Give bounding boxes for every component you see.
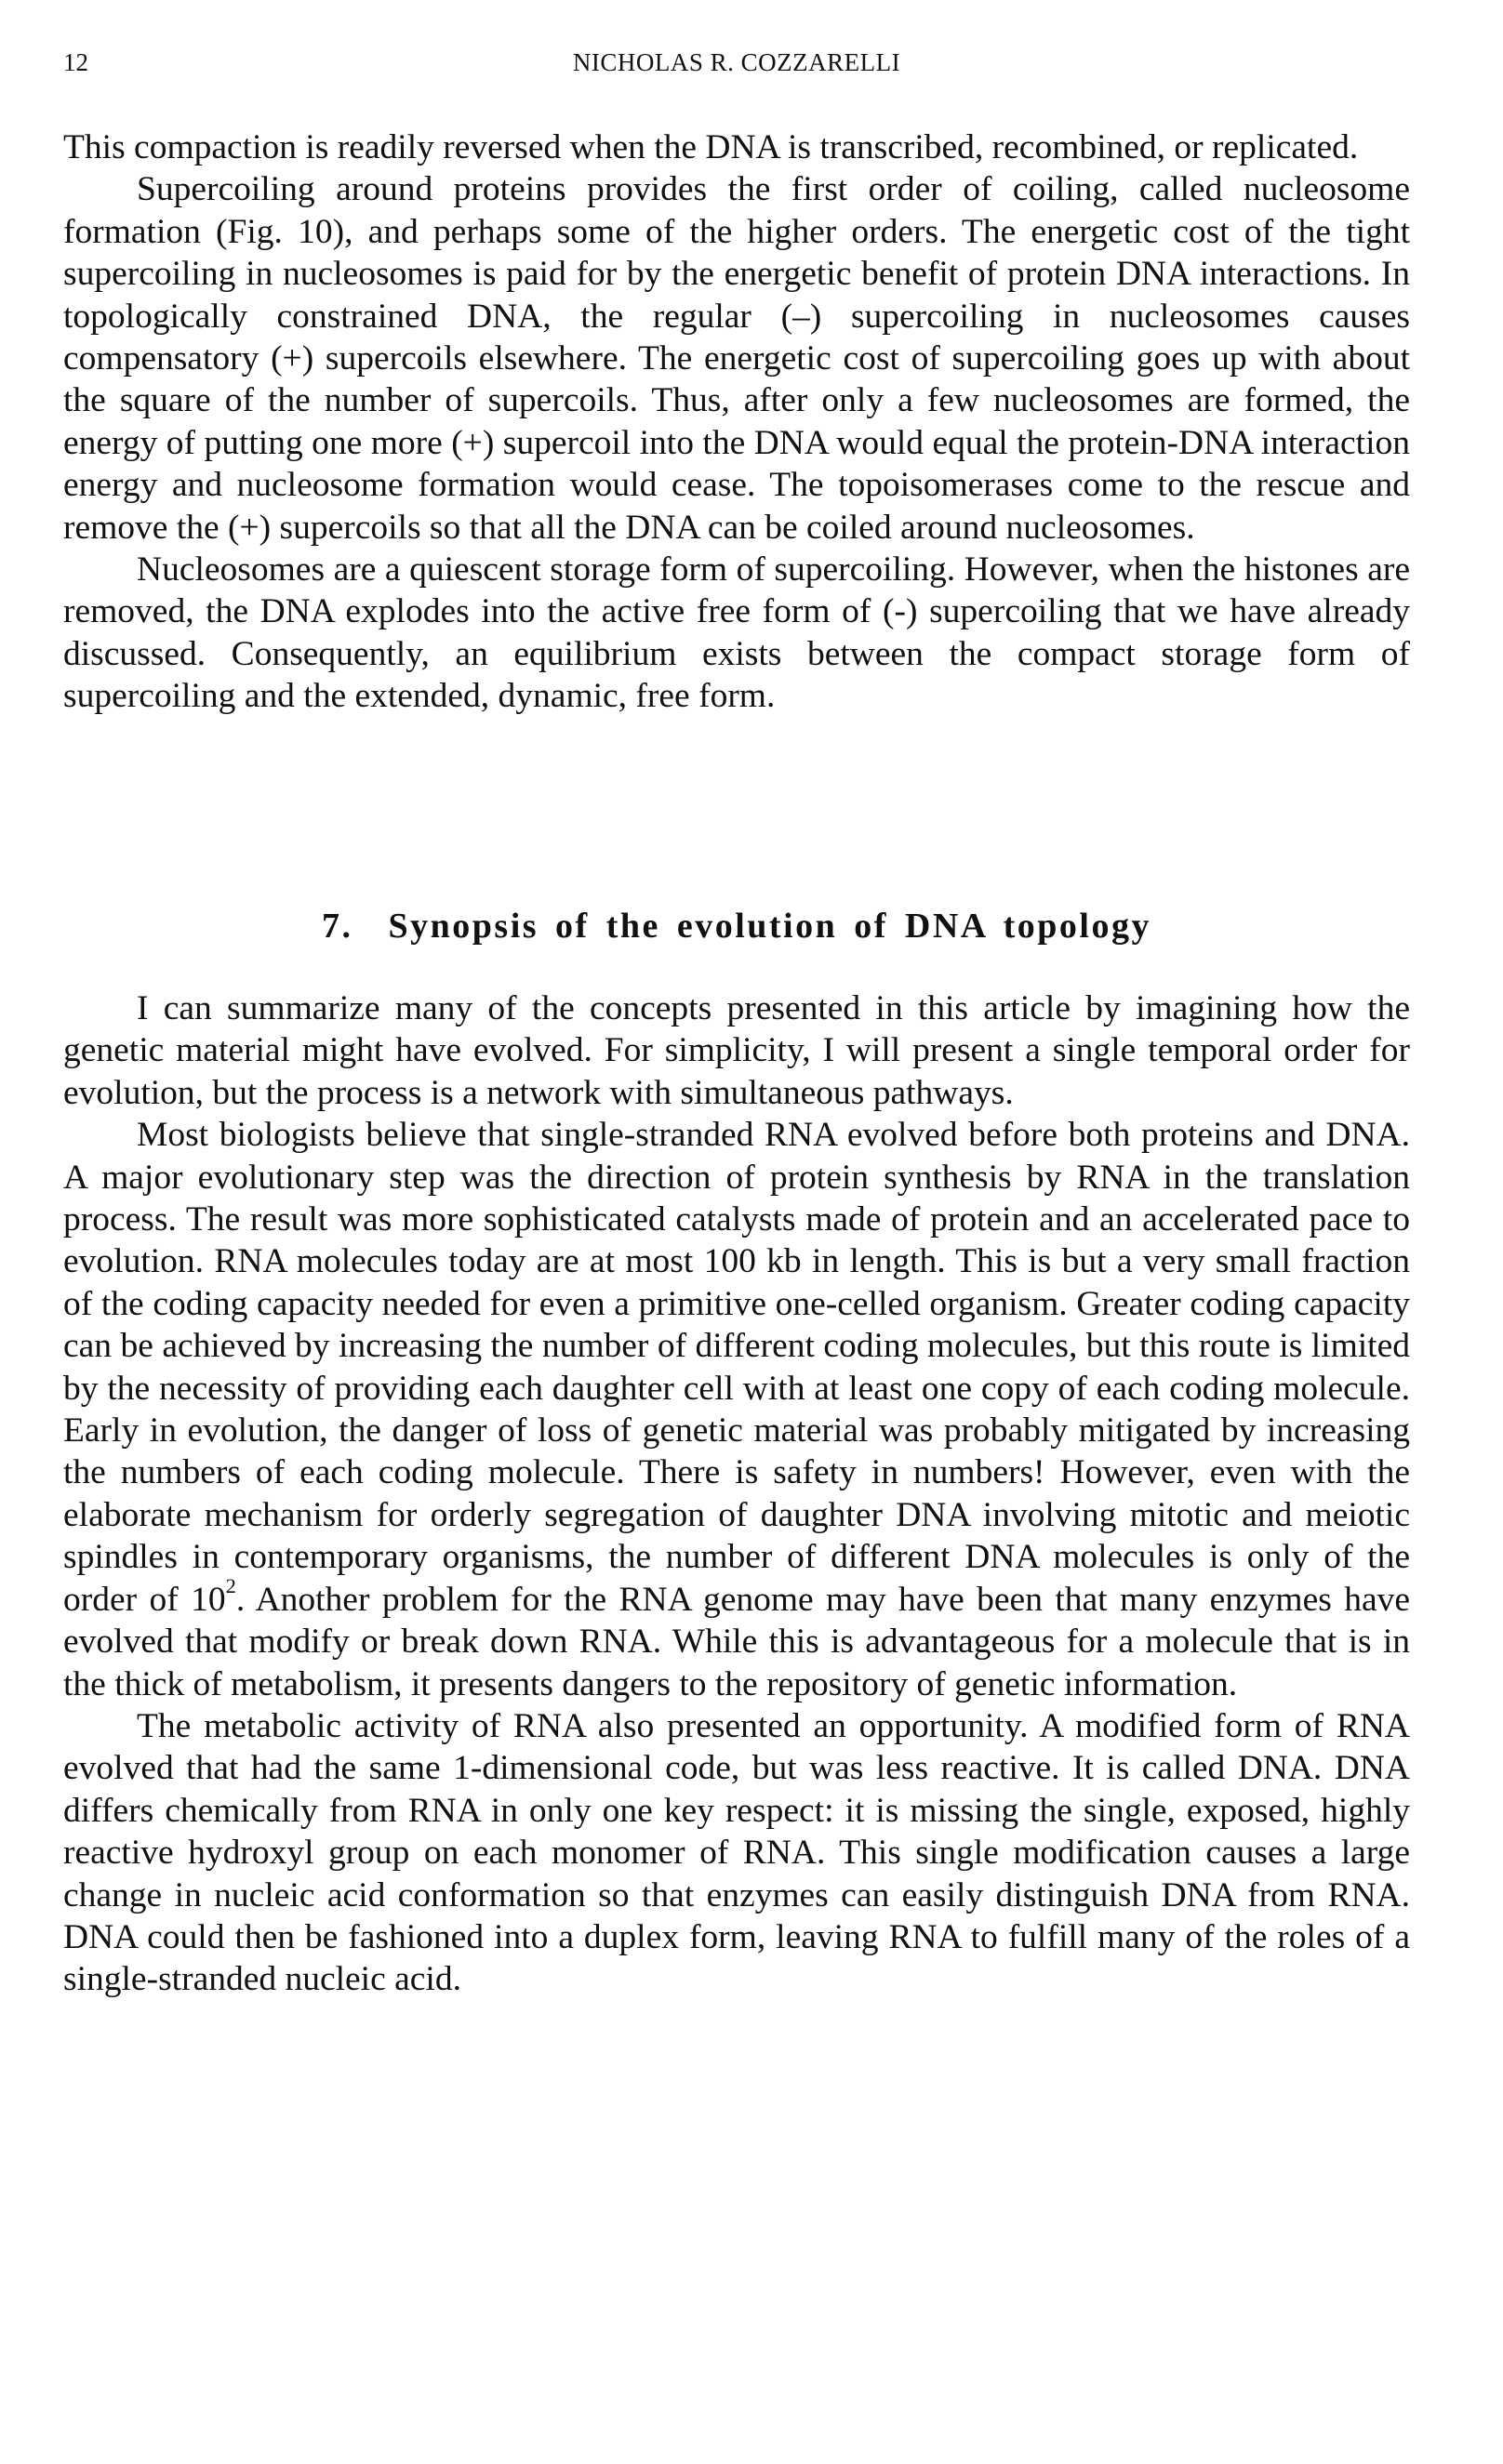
running-title: NICHOLAS R. COZZARELLI bbox=[572, 48, 901, 76]
paragraph-dna-origin: The metabolic activity of RNA also presented an opportunity. A modified form of RNA evolved that had the same 1-dimensional code, but was less reactive. It is called DNA. DNA differs chemically from RNA in only one key respect: it is missing the single, exposed, highly reactive hydroxyl group on each monomer of RNA. This single modification causes a large change in nucleic acid conformation so that enzymes can easily distinguish DNA from RNA. DNA could then be fashioned into a duplex form, leaving RNA to fulfill many of the roles of a single-stranded nucleic acid. bbox=[63, 1706, 1410, 1999]
paragraph-rna-evolution-text: Most biologists believe that single-stranded RNA evolved before both proteins and DNA. A major evolutionary step was the direction of protein synthesis by RNA in the translation process. The result was more sophisticated catalysts made of protein and an accelerated pace to evolution. RNA molecules today are at most 100 kb in length. This is but a very small fraction of the coding capacity needed for even a primitive one-celled organism. Greater coding capacity can be achieved by increasing the number of different coding molecules, but this route is limited by the necessity of providing each daughter cell with at least one copy of each coding molecule. Early in evolution, the danger of loss of genetic material was probably mitigated by increasing the numbers of each coding molecule. There is safety in numbers! However, even with the elaborate mechanism for orderly segregation of daughter DNA involving mitotic and meiotic spindles in contemporary organisms, the number of different DNA molecules is only of the order of 10 bbox=[63, 1116, 1410, 1619]
paragraph-supercoiling-proteins: Supercoiling around proteins provides the first order of coiling, called nucleosome formation (Fig. 10), and perhaps some of the higher orders. The energetic cost of the tight supercoiling in nucleosomes is paid for by the energetic benefit of protein DNA interactions. In topologically constrained DNA, the regular (–) supercoiling in nucleosomes causes compensatory (+) supercoils elsewhere. The energetic cost of supercoiling goes up with about the square of the number of supercoils. Thus, after only a few nucleosomes are formed, the energy of putting one more (+) supercoil into the DNA would equal the protein-DNA interaction energy and nucleosome formation would cease. The topoisomerases come to the rescue and remove the (+) supercoils so that all the DNA can be coiled around nucleosomes. bbox=[63, 170, 1410, 547]
section-title: Synopsis of the evolution of DNA topology bbox=[388, 907, 1151, 946]
body-text-top bbox=[63, 126, 1410, 718]
paragraph-nucleosomes-storage: Nucleosomes are a quiescent storage form of supercoiling. However, when the histones are removed, the DNA explodes into the active free form of (-) supercoiling that we have already discussed. Consequently, an equilibrium exists between the compact storage form of supercoiling and the extended, dynamic, free form. bbox=[63, 550, 1410, 716]
paragraph-compaction-continued: This compaction is readily reversed when the DNA is transcribed, recombined, or replicated. bbox=[63, 128, 1359, 166]
paragraph-rna-evolution-text-cont: . Another problem for the RNA genome may have been that many enzymes have evolved that modify or break down RNA. While this is advantageous for a molecule that is in the thick of metabolism, it presents dangers to the repository of genetic information. bbox=[63, 1580, 1410, 1703]
section-heading bbox=[63, 906, 1410, 947]
section-number: 7. bbox=[322, 907, 353, 946]
superscript-exponent: 2 bbox=[225, 1573, 236, 1597]
page-number: 12 bbox=[63, 48, 88, 76]
paragraph-rna-evolution bbox=[63, 1114, 1410, 1705]
journal-page bbox=[63, 0, 1410, 2464]
running-head bbox=[63, 48, 1410, 86]
body-text-bottom bbox=[63, 987, 1410, 2001]
paragraph-summary-intro: I can summarize many of the concepts presented in this article by imagining how the genetic material might have evolved. For simplicity, I will present a single temporal order for evolution, but the process is a network with simultaneous pathways. bbox=[63, 989, 1410, 1112]
